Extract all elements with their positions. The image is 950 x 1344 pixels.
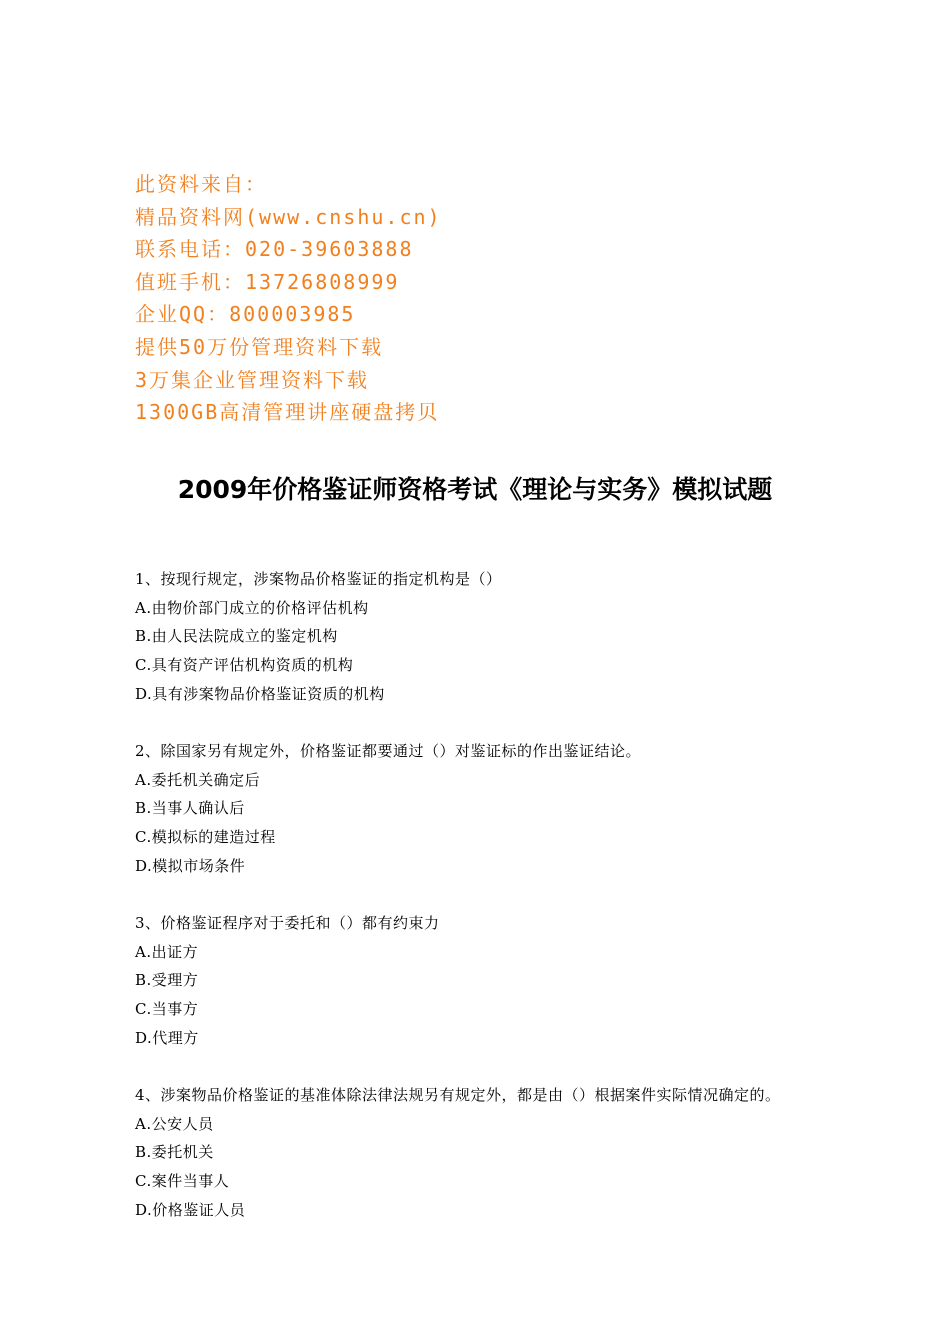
answer-option: D.模拟市场条件 [135,856,246,875]
question-stem: 1、按现行规定，涉案物品价格鉴证的指定机构是（） [135,570,502,588]
answer-option: A.出证方 [135,942,199,961]
question-item [135,909,855,1052]
question-item [135,1081,855,1224]
question-item [135,565,855,708]
answer-option: D.代理方 [135,1028,199,1047]
answer-option: C.案件当事人 [135,1171,230,1190]
answer-option: C.当事方 [135,999,199,1018]
source-info-line: 1300GB高清管理讲座硬盘拷贝 [135,400,440,425]
question-stem: 2、除国家另有规定外，价格鉴证都要通过（）对鉴证标的作出鉴证结论。 [135,741,642,760]
source-info-line: 值班手机：13726808999 [135,269,400,294]
answer-option: A.委托机关确定后 [135,770,261,789]
question-item [135,737,855,880]
answer-option: B.委托机关 [135,1143,214,1162]
source-info-line: 提供50万份管理资料下载 [135,334,384,359]
answer-option: C.具有资产评估机构资质的机构 [135,656,354,675]
question-stem: 3、价格鉴证程序对于委托和（）都有约束力 [135,913,440,932]
document-title: 2009年价格鉴证师资格考试《理论与实务》模拟试题 [177,475,773,504]
answer-option: D.具有涉案物品价格鉴证资质的机构 [135,684,385,703]
question-stem: 4、涉案物品价格鉴证的基准体除法律法规另有规定外，都是由（）根据案件实际情况确定的。 [135,1085,781,1104]
answer-option: D.价格鉴证人员 [135,1200,246,1219]
source-info-block [135,168,655,429]
source-info-line: 企业QQ：800003985 [135,302,356,327]
answer-option: B.由人民法院成立的鉴定机构 [135,627,338,646]
source-info-line: 此资料来自： [135,172,267,196]
question-list [135,565,855,1253]
source-info-line: 联系电话：020-39603888 [135,237,414,262]
answer-option: A.由物价部门成立的价格评估机构 [135,598,369,617]
answer-option: B.当事人确认后 [135,799,245,818]
source-info-line: 精品资料网(www.cnshu.cn) [135,204,442,229]
source-info-line: 3万集企业管理资料下载 [135,367,370,392]
answer-option: B.受理方 [135,971,199,990]
answer-option: A.公安人员 [135,1114,214,1133]
answer-option: C.模拟标的建造过程 [135,828,276,846]
